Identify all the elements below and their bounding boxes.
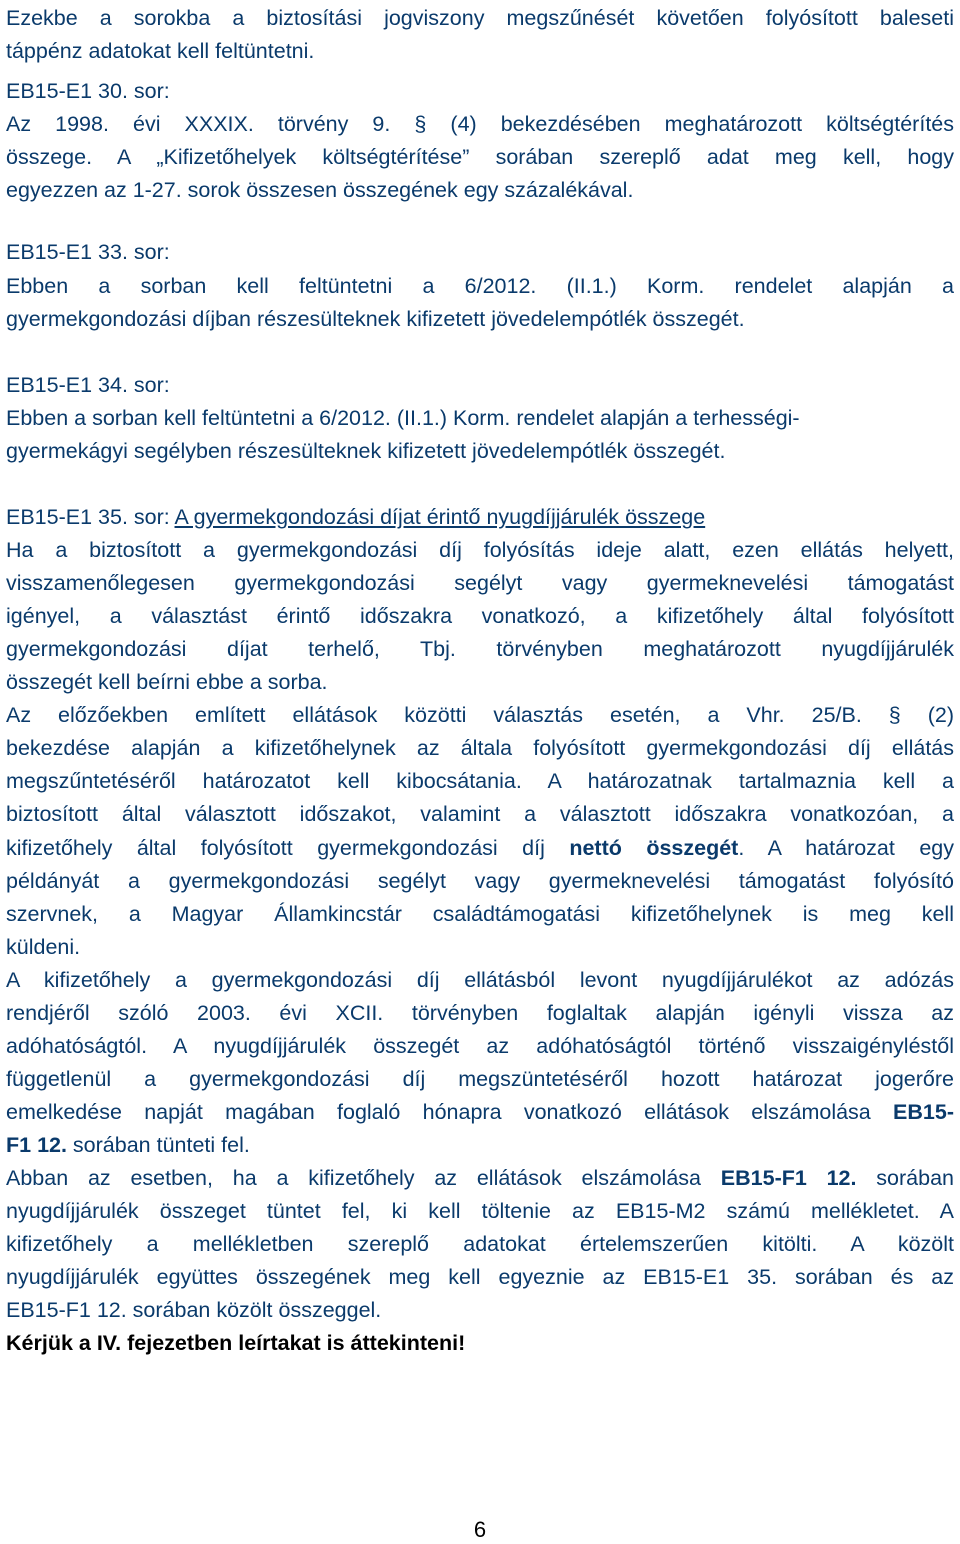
sec35-line-18 <box>6 1098 954 1126</box>
sec35-line-22: kifizetőhely a mellékletben szereplő adatokat értelemszerűen kitölti. A közölt <box>6 1232 954 1256</box>
sec30-line-3: egyezzen az 1-27. sorok összesen összegének egy százalékával. <box>6 178 634 202</box>
sec35-line-3: igényel, a választást érintő időszakra vonatkozó, a kifizetőhely által folyósított <box>6 604 954 628</box>
row-reference-emphasis-cont: F1 12. <box>6 1133 67 1157</box>
sec35-line-23: nyugdíjjárulék együttes összegének meg kell egyeznie az EB15-E1 35. sorában és az <box>6 1265 954 1289</box>
sec35-line-18-part-a: emelkedése napját magában foglaló hónapra vonatkozó ellátások elszámolása <box>6 1100 894 1124</box>
sec33-line-2: gyermekgondozási díjban részesülteknek kifizetett jövedelempótlék összegét. <box>6 307 745 331</box>
sec35-line-1: Ha a biztosított a gyermekgondozási díj folyósítás ideje alatt, ezen ellátás helyett, <box>6 538 954 562</box>
section-heading-35 <box>6 503 954 531</box>
sec35-line-4: gyermekgondozási díjat terhelő, Tbj. törvényben meghatározott nyugdíjjárulék <box>6 637 954 661</box>
sec34-line-1: Ebben a sorban kell feltüntetni a 6/2012. (II.1.) Korm. rendelet alapján a terhességi- <box>6 406 800 430</box>
sec30-line-1: Az 1998. évi XXXIX. törvény 9. § (4) bekezdésében meghatározott költségtérítés <box>6 112 954 136</box>
sec35-line-8: megszűntetéséről határozatot kell kibocsátania. A határozatnak tartalmaznia kell a <box>6 769 954 793</box>
sec35-line-6: Az előzőekben említett ellátások közötti választás esetén, a Vhr. 25/B. § (2) <box>6 703 954 727</box>
closing-note: Kérjük a IV. fejezetben leírtakat is áttekinteni! <box>6 1331 466 1355</box>
sec35-line-12: szervnek, a Magyar Államkincstár családtámogatási kifizetőhelynek is meg kell <box>6 902 954 926</box>
sec35-line-21: nyugdíjjárulék összeget tüntet fel, ki kell töltenie az EB15-M2 számú mellékletet. A <box>6 1199 954 1223</box>
sec35-line-16: adóhatóságtól. A nyugdíjjárulék összegét az adóhatóságtól történő visszaigényléstől <box>6 1034 954 1058</box>
sec35-line-10-part-c: . A határozat egy <box>738 836 954 860</box>
net-amount-emphasis: nettó összegét <box>569 836 739 860</box>
sec35-line-20-part-c: sorában <box>856 1166 954 1190</box>
sec35-line-10-part-a: kifizetőhely által folyósított gyermekgondozási díj <box>6 836 570 860</box>
sec30-line-2: összege. A „Kifizetőhelyek költségtérítése” sorában szereplő adat meg kell, hogy <box>6 145 954 169</box>
sec35-line-10 <box>6 834 954 862</box>
sec35-line-9: biztosított által választott időszakot, valamint a választott időszakra vonatkozóan, a <box>6 802 954 826</box>
sec35-line-24: EB15-F1 12. sorában közölt összeggel. <box>6 1298 382 1322</box>
section-heading-35-title: A gyermekgondozási díjat érintő nyugdíjjárulék összege <box>174 505 706 529</box>
sec35-line-11: példányát a gyermekgondozási segélyt vagy gyermeknevelési támogatást folyósító <box>6 869 954 893</box>
sec35-line-15: rendjéről szóló 2003. évi XCII. törvényben foglaltak alapján igényli vissza az <box>6 1001 954 1025</box>
sec35-line-5: összegét kell beírni ebbe a sorba. <box>6 670 328 694</box>
sec33-line-1: Ebben a sorban kell feltüntetni a 6/2012. (II.1.) Korm. rendelet alapján a <box>6 274 954 298</box>
sec35-line-19 <box>6 1131 954 1159</box>
row-reference-emphasis: EB15- <box>893 1100 954 1124</box>
sec35-line-19-part-b: sorában tünteti fel. <box>66 1133 250 1157</box>
section-heading-30: EB15-E1 30. sor: <box>6 79 170 103</box>
sec35-line-20-part-a: Abban az esetben, ha a kifizetőhely az ellátások elszámolása <box>6 1166 721 1190</box>
section-heading-34: EB15-E1 34. sor: <box>6 373 170 397</box>
intro-line-2: táppénz adatokat kell feltüntetni. <box>6 39 315 63</box>
section-heading-33: EB15-E1 33. sor: <box>6 240 170 264</box>
sec35-line-14: A kifizetőhely a gyermekgondozási díj ellátásból levont nyugdíjjárulékot az adózás <box>6 968 954 992</box>
sec35-line-17: függetlenül a gyermekgondozási díj megszüntetéséről hozott határozat jogerőre <box>6 1067 954 1091</box>
page-number: 6 <box>473 1517 487 1542</box>
sec35-line-13: küldeni. <box>6 935 81 959</box>
sec35-line-7: bekezdése alapján a kifizetőhelynek az általa folyósított gyermekgondozási díj ellátás <box>6 736 954 760</box>
sec35-line-2: visszamenőlegesen gyermekgondozási segélyt vagy gyermeknevelési támogatást <box>6 571 954 595</box>
section-heading-35-prefix: EB15-E1 35. sor: <box>6 505 175 529</box>
sec34-line-2: gyermekágyi segélyben részesülteknek kifizetett jövedelempótlék összegét. <box>6 439 726 463</box>
row-reference-emphasis-2: EB15-F1 12. <box>720 1166 857 1190</box>
sec35-line-20 <box>6 1164 954 1192</box>
intro-line-1: Ezekbe a sorokba a biztosítási jogviszony megszűnését követően folyósított baleseti <box>6 6 954 30</box>
